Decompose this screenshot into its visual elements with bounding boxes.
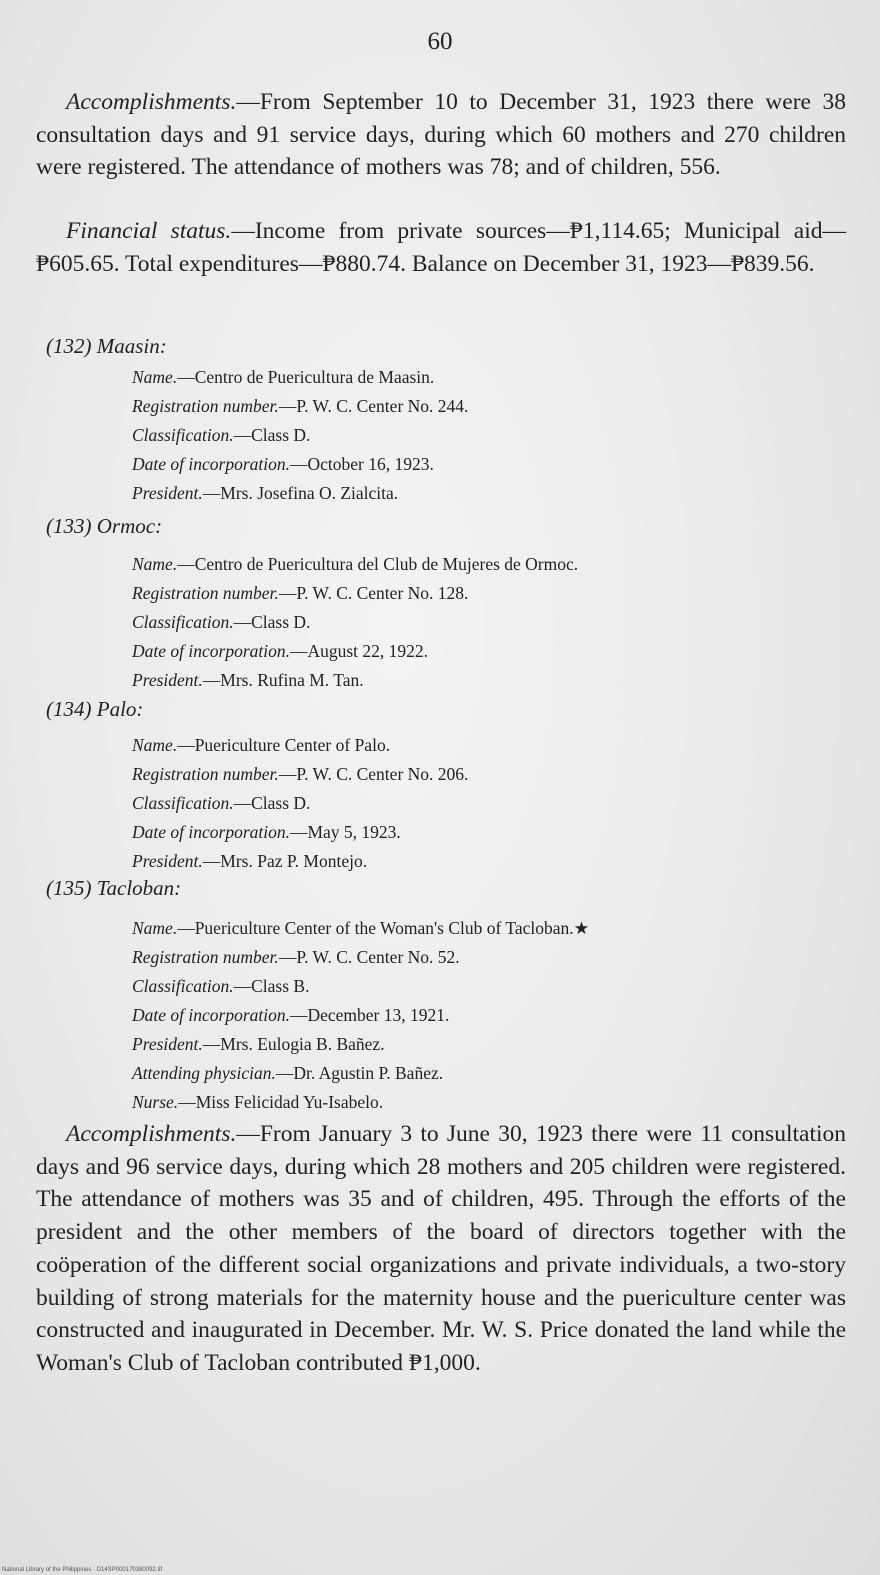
field-value: —Mrs. Paz P. Montejo. [202, 851, 368, 871]
field-value: —Mrs. Rufina M. Tan. [202, 670, 364, 690]
field-value: —Class B. [233, 976, 310, 996]
field-value: —P. W. C. Center No. 206. [278, 764, 469, 784]
field-key: Classification. [132, 793, 234, 813]
accomplishments-paragraph-2 [36, 1118, 846, 1380]
field-value: —Class D. [233, 425, 311, 445]
field-key: Registration number. [132, 764, 279, 784]
entry-details-maasin [132, 363, 862, 508]
paragraph-text: —From September 10 to December 31, 1923 there were 38 consultation days and 91 service days, during which 60 mothers and 270 children were registered. The attendance of mothers was 78; and of children, 556. [36, 89, 846, 180]
field-value: —Mrs. Eulogia B. Bañez. [202, 1034, 385, 1054]
field-value: —Puericulture Center of the Woman's Club of Tacloban.★ [177, 918, 590, 938]
entry-heading-palo [46, 697, 143, 722]
field-key: President. [132, 1034, 203, 1054]
financial-status-paragraph [36, 215, 846, 280]
entry-details-ormoc [132, 550, 862, 695]
paragraph-text: —From January 3 to June 30, 1923 there were 11 consultation days and 96 service days, during which 28 mothers and 205 children were registered. The attendance of mothers was 35 and of children, 495. Through the efforts of the president and the other members of the board of directors together with the coöperation of the different social organizations and private individuals, a two-story building of strong materials for the maternity house and the puericulture center was constructed and inaugurated in December. Mr. W. S. Price donated the land while the Woman's Club of Tacloban contributed ₱1,000. [36, 1121, 846, 1376]
field-value: —October 16, 1923. [289, 454, 434, 474]
field-key: Date of incorporation. [132, 454, 290, 474]
entry-field [132, 421, 862, 450]
entry-place: Palo: [96, 697, 144, 721]
paragraph-lead: Accomplishments. [66, 1121, 237, 1147]
entry-field [132, 818, 862, 847]
entry-field [132, 392, 862, 421]
field-value: —Centro de Puericultura del Club de Mujeres de Ormoc. [177, 554, 579, 574]
entry-number: (133) [46, 514, 92, 538]
field-value: —Centro de Puericultura de Maasin. [177, 367, 435, 387]
field-value: —Dr. Agustin P. Bañez. [275, 1063, 444, 1083]
entry-place: Tacloban: [96, 876, 182, 900]
entry-place: Maasin: [96, 334, 167, 358]
field-key: Attending physician. [132, 1063, 276, 1083]
entry-field [132, 943, 862, 972]
entry-details-tacloban [132, 914, 862, 1117]
field-value: —Puericulture Center of Palo. [177, 735, 391, 755]
entry-field [132, 666, 862, 695]
entry-field [132, 1030, 862, 1059]
entry-field [132, 1059, 862, 1088]
field-value: —Mrs. Josefina O. Zialcita. [202, 483, 399, 503]
field-key: Nurse. [132, 1092, 179, 1112]
entry-field [132, 914, 862, 943]
field-key: Registration number. [132, 947, 279, 967]
entry-number: (135) [46, 876, 92, 900]
field-key: President. [132, 851, 203, 871]
field-key: Date of incorporation. [132, 1005, 290, 1025]
entry-field [132, 479, 862, 508]
entry-field [132, 550, 862, 579]
entry-heading-tacloban [46, 876, 181, 901]
field-key: President. [132, 483, 203, 503]
field-key: Registration number. [132, 583, 279, 603]
field-value: —May 5, 1923. [289, 822, 401, 842]
entry-field [132, 731, 862, 760]
entry-number: (134) [46, 697, 92, 721]
field-value: —P. W. C. Center No. 244. [278, 396, 469, 416]
field-value: —Class D. [233, 793, 311, 813]
field-value: —Miss Felicidad Yu-Isabelo. [178, 1092, 384, 1112]
entry-field [132, 608, 862, 637]
entry-field [132, 637, 862, 666]
field-key: Date of incorporation. [132, 822, 290, 842]
entry-field [132, 760, 862, 789]
entry-heading-maasin [46, 334, 167, 359]
field-value: —P. W. C. Center No. 52. [278, 947, 460, 967]
field-value: —December 13, 1921. [289, 1005, 450, 1025]
field-key: Name. [132, 554, 178, 574]
entry-heading-ormoc [46, 514, 162, 539]
entry-field [132, 972, 862, 1001]
field-key: President. [132, 670, 203, 690]
field-key: Date of incorporation. [132, 641, 290, 661]
entry-field [132, 1088, 862, 1117]
paragraph-lead: Accomplishments. [66, 89, 237, 115]
entry-field [132, 363, 862, 392]
field-key: Classification. [132, 425, 234, 445]
field-key: Classification. [132, 612, 234, 632]
page-number: 60 [427, 28, 453, 55]
entry-field [132, 579, 862, 608]
entry-field [132, 789, 862, 818]
field-key: Name. [132, 735, 178, 755]
field-key: Name. [132, 367, 178, 387]
field-value: —Class D. [233, 612, 311, 632]
field-key: Name. [132, 918, 178, 938]
entry-field [132, 1001, 862, 1030]
field-key: Registration number. [132, 396, 279, 416]
field-key: Classification. [132, 976, 234, 996]
paragraph-lead: Financial status. [66, 218, 232, 244]
scan-footer: National Library of the Philippines · D14SP000170380092.tif [2, 1567, 163, 1573]
accomplishments-paragraph-1 [36, 86, 846, 184]
field-value: —P. W. C. Center No. 128. [278, 583, 469, 603]
entry-number: (132) [46, 334, 92, 358]
field-value: —August 22, 1922. [289, 641, 429, 661]
entry-place: Ormoc: [96, 514, 163, 538]
paragraph-text: —Income from private sources—₱1,114.65; Municipal aid—₱605.65. Total expenditures—₱880.74. Balance on December 31, 1923—₱839.56. [36, 218, 846, 277]
entry-field [132, 450, 862, 479]
entry-field [132, 847, 862, 876]
entry-details-palo [132, 731, 862, 876]
